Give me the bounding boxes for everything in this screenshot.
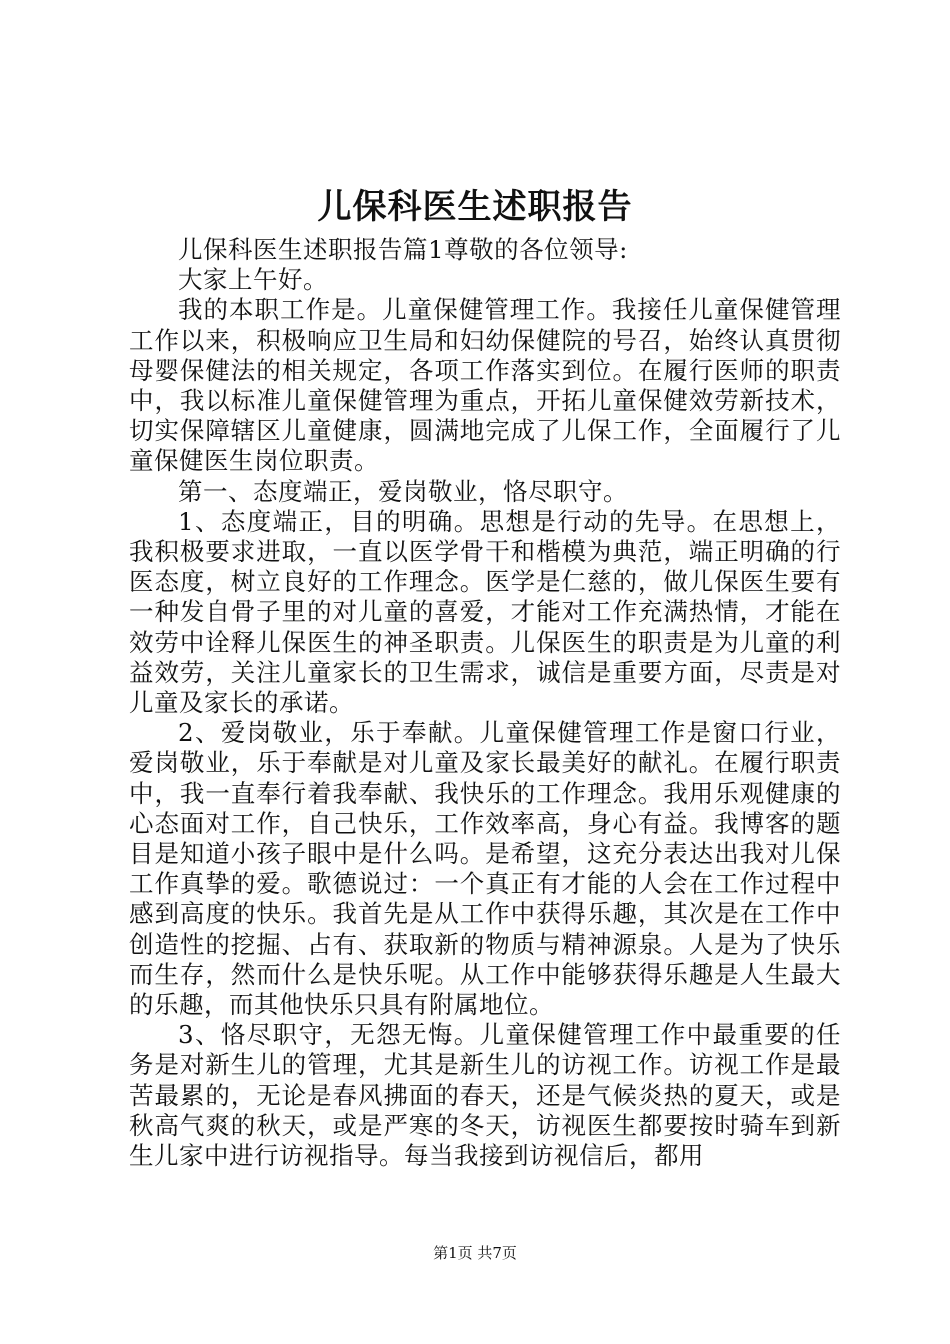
document-body	[129, 235, 841, 1171]
page-number-footer: 第1页 共7页	[433, 1244, 517, 1262]
paragraph-point-3: 3、恪尽职守，无怨无悔。儿童保健管理工作中最重要的任务是对新生儿的管理，尤其是新生儿的访视工作。访视工作是最苦最累的，无论是春风拂面的春天，还是气候炎热的夏天，或是秋高气爽的秋天，或是严寒的冬天，访视医生都要按时骑车到新生儿家中进行访视指导。每当我接到访视信后，都用	[129, 1020, 841, 1171]
paragraph-point-2: 2、爱岗敬业，乐于奉献。儿童保健管理工作是窗口行业，爱岗敬业，乐于奉献是对儿童及家长最美好的献礼。在履行职责中，我一直奉行着我奉献、我快乐的工作理念。我用乐观健康的心态面对工作，自己快乐，工作效率高，身心有益。我博客的题目是知道小孩子眼中是什么吗。是希望，这充分表达出我对儿保工作真挚的爱。歌德说过：一个真正有才能的人会在工作过程中感到高度的快乐。我首先是从工作中获得乐趣，其次是在工作中创造性的挖掘、占有、获取新的物质与精神源泉。人是为了快乐而生存，然而什么是快乐呢。从工作中能够获得乐趣是人生最大的乐趣，而其他快乐只具有附属地位。	[129, 718, 841, 1020]
document-title: 儿保科医生述职报告	[317, 187, 633, 227]
paragraph-point-1: 1、态度端正，目的明确。思想是行动的先导。在思想上，我积极要求进取，一直以医学骨干和楷模为典范，端正明确的行医态度，树立良好的工作理念。医学是仁慈的，做儿保医生要有一种发自骨子里的对儿童的喜爱，才能对工作充满热情，才能在效劳中诠释儿保医生的神圣职责。儿保医生的职责是为儿童的利益效劳，关注儿童家长的卫生需求，诚信是重要方面，尽责是对儿童及家长的承诺。	[129, 506, 841, 718]
paragraph-greeting: 儿保科医生述职报告篇1尊敬的各位领导:	[178, 235, 628, 264]
paragraph-intro: 我的本职工作是。儿童保健管理工作。我接任儿童保健管理工作以来，积极响应卫生局和妇幼保健院的号召，始终认真贯彻母婴保健法的相关规定，各项工作落实到位。在履行医师的职责中，我以标准儿童保健管理为重点，开拓儿童保健效劳新技术，切实保障辖区儿童健康，圆满地完成了儿保工作，全面履行了儿童保健医生岗位职责。	[129, 295, 841, 476]
paragraph-section-heading: 第一、态度端正，爱岗敬业，恪尽职守。	[178, 476, 628, 506]
paragraph-salutation: 大家上午好。	[178, 265, 328, 295]
